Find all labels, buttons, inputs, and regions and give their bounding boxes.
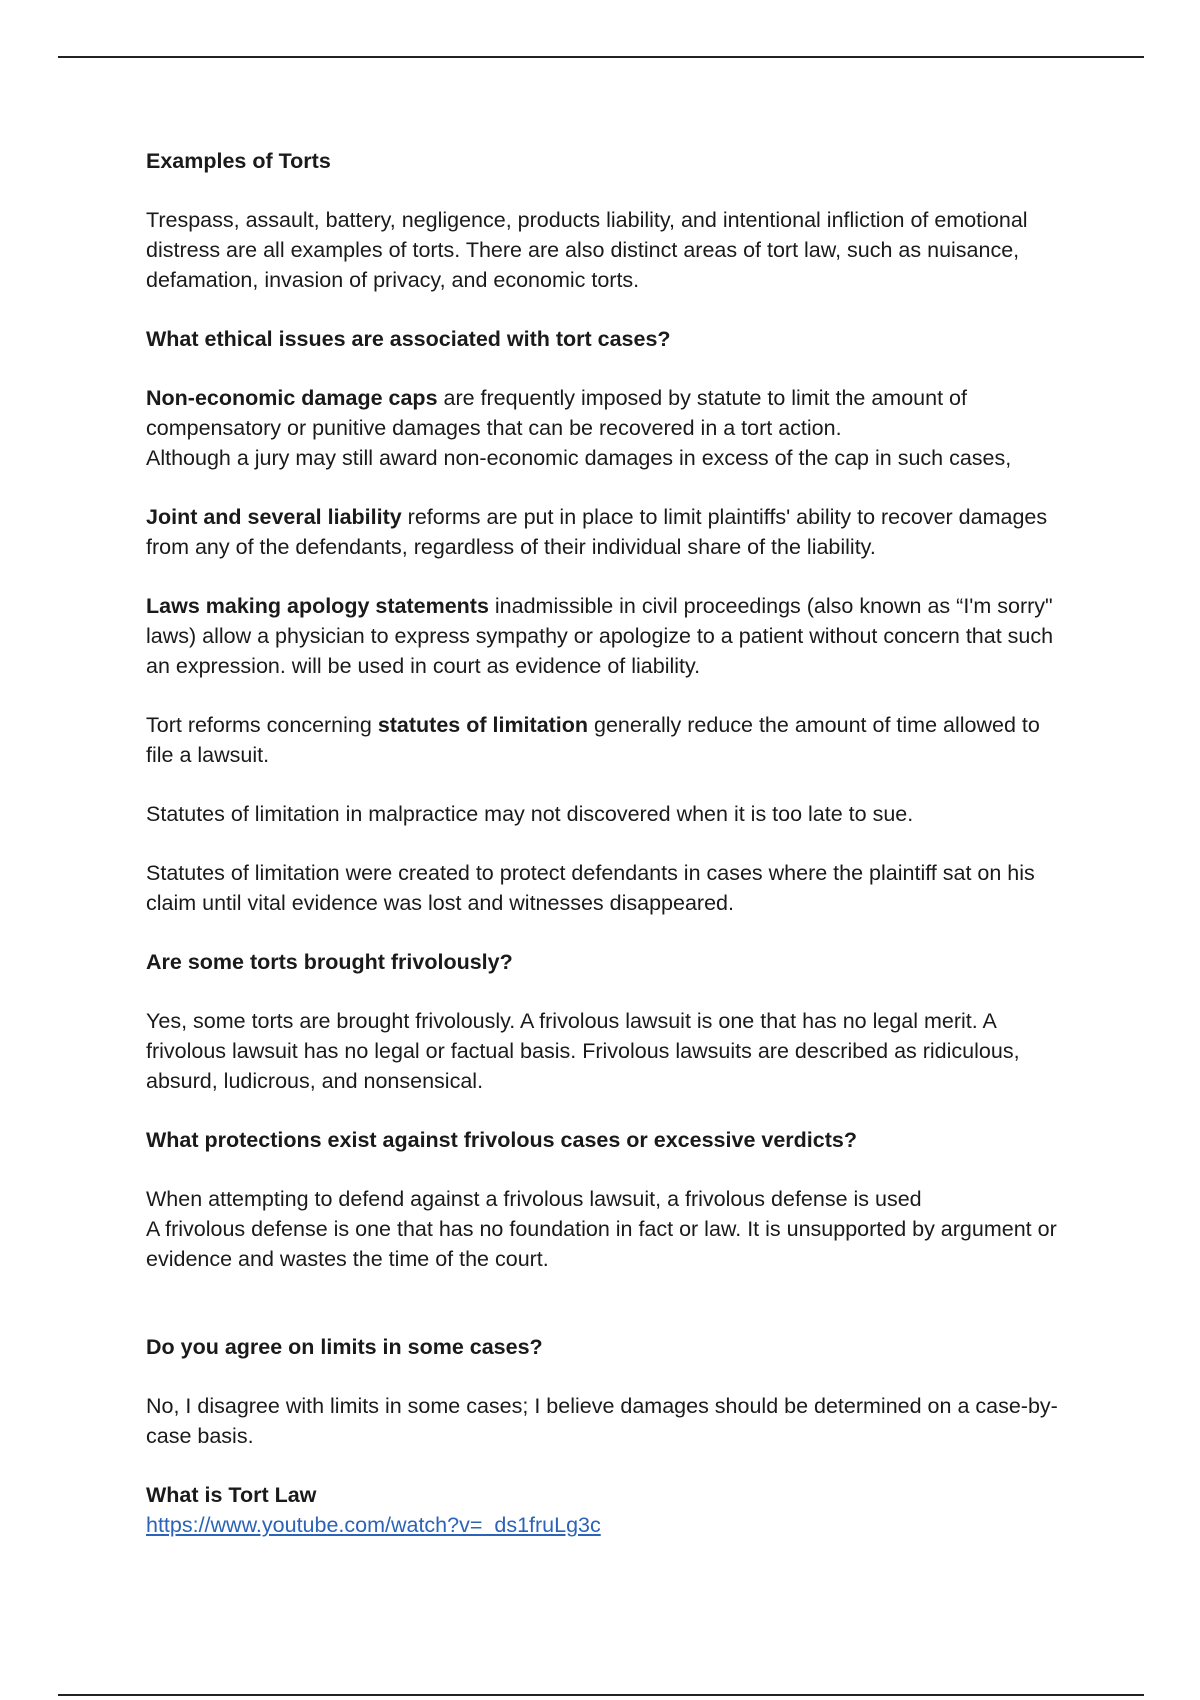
statutes-post: generally reduce the amount of time allowed to file a lawsuit. [146,713,1040,767]
statutes-bold: statutes of limitation [377,713,589,737]
caps-paragraph [146,383,1066,443]
caps-lead: Non-economic damage caps [146,386,438,410]
protections-line-1: When attempting to defend against a frivolous lawsuit, a frivolous defense is used [146,1187,922,1211]
joint-lead: Joint and several liability [146,505,402,529]
document-page [146,146,1066,1540]
caps-rest: are frequently imposed by statute to limit the amount of compensatory or punitive damages that can be recovered in a tort action. [146,386,967,440]
malpractice-paragraph: Statutes of limitation in malpractice may not discovered when it is too late to sue. [146,802,914,826]
protections-heading: What protections exist against frivolous cases or excessive verdicts? [146,1128,857,1152]
joint-rest: reforms are put in place to limit plaintiffs' ability to recover damages from any of the defendants, regardless of their individual share of the liability. [146,505,1048,559]
ethics-heading: What ethical issues are associated with tort cases? [146,327,671,351]
protect-paragraph: Statutes of limitation were created to protect defendants in cases where the plaintiff sat on his claim until vital evidence was lost and witnesses disappeared. [146,861,1035,915]
frivolous-paragraph: Yes, some torts are brought frivolously. A frivolous lawsuit is one that has no legal merit. A frivolous lawsuit has no legal or factual basis. Frivolous lawsuits are described as ridiculous, absurd, ludicrous, and nonsensical. [146,1009,1020,1093]
examples-heading: Examples of Torts [146,149,331,173]
statutes-paragraph [146,710,1066,770]
protections-line-2: A frivolous defense is one that has no foundation in fact or law. It is unsupported by argument or evidence and wastes the time of the court. [146,1217,1057,1271]
tort-law-heading: What is Tort Law [146,1483,317,1507]
joint-liability-paragraph [146,502,1066,562]
footer-rule [58,1694,1144,1696]
limits-paragraph: No, I disagree with limits in some cases; I believe damages should be determined on a case-by-case basis. [146,1394,1058,1448]
youtube-link[interactable]: https://www.youtube.com/watch?v=_ds1fruLg3c [146,1513,601,1537]
apology-paragraph [146,591,1066,681]
caps-line-2: Although a jury may still award non-economic damages in excess of the cap in such cases, [146,446,1012,470]
header-rule [58,56,1144,58]
apology-rest: inadmissible in civil proceedings (also known as “I'm sorry" laws) allow a physician to express sympathy or apologize to a patient without concern that such an expression. will be used in court as evidence of liability. [146,594,1054,678]
tort-law-link-line [146,1510,1066,1540]
limits-heading: Do you agree on limits in some cases? [146,1335,543,1359]
apology-lead: Laws making apology statements [146,594,489,618]
statutes-pre: Tort reforms concerning [146,713,378,737]
examples-paragraph: Trespass, assault, battery, negligence, products liability, and intentional infliction of emotional distress are all examples of torts. There are also distinct areas of tort law, such as nuisance, defamation, invasion of privacy, and economic torts. [146,208,1028,292]
frivolous-heading: Are some torts brought frivolously? [146,950,513,974]
